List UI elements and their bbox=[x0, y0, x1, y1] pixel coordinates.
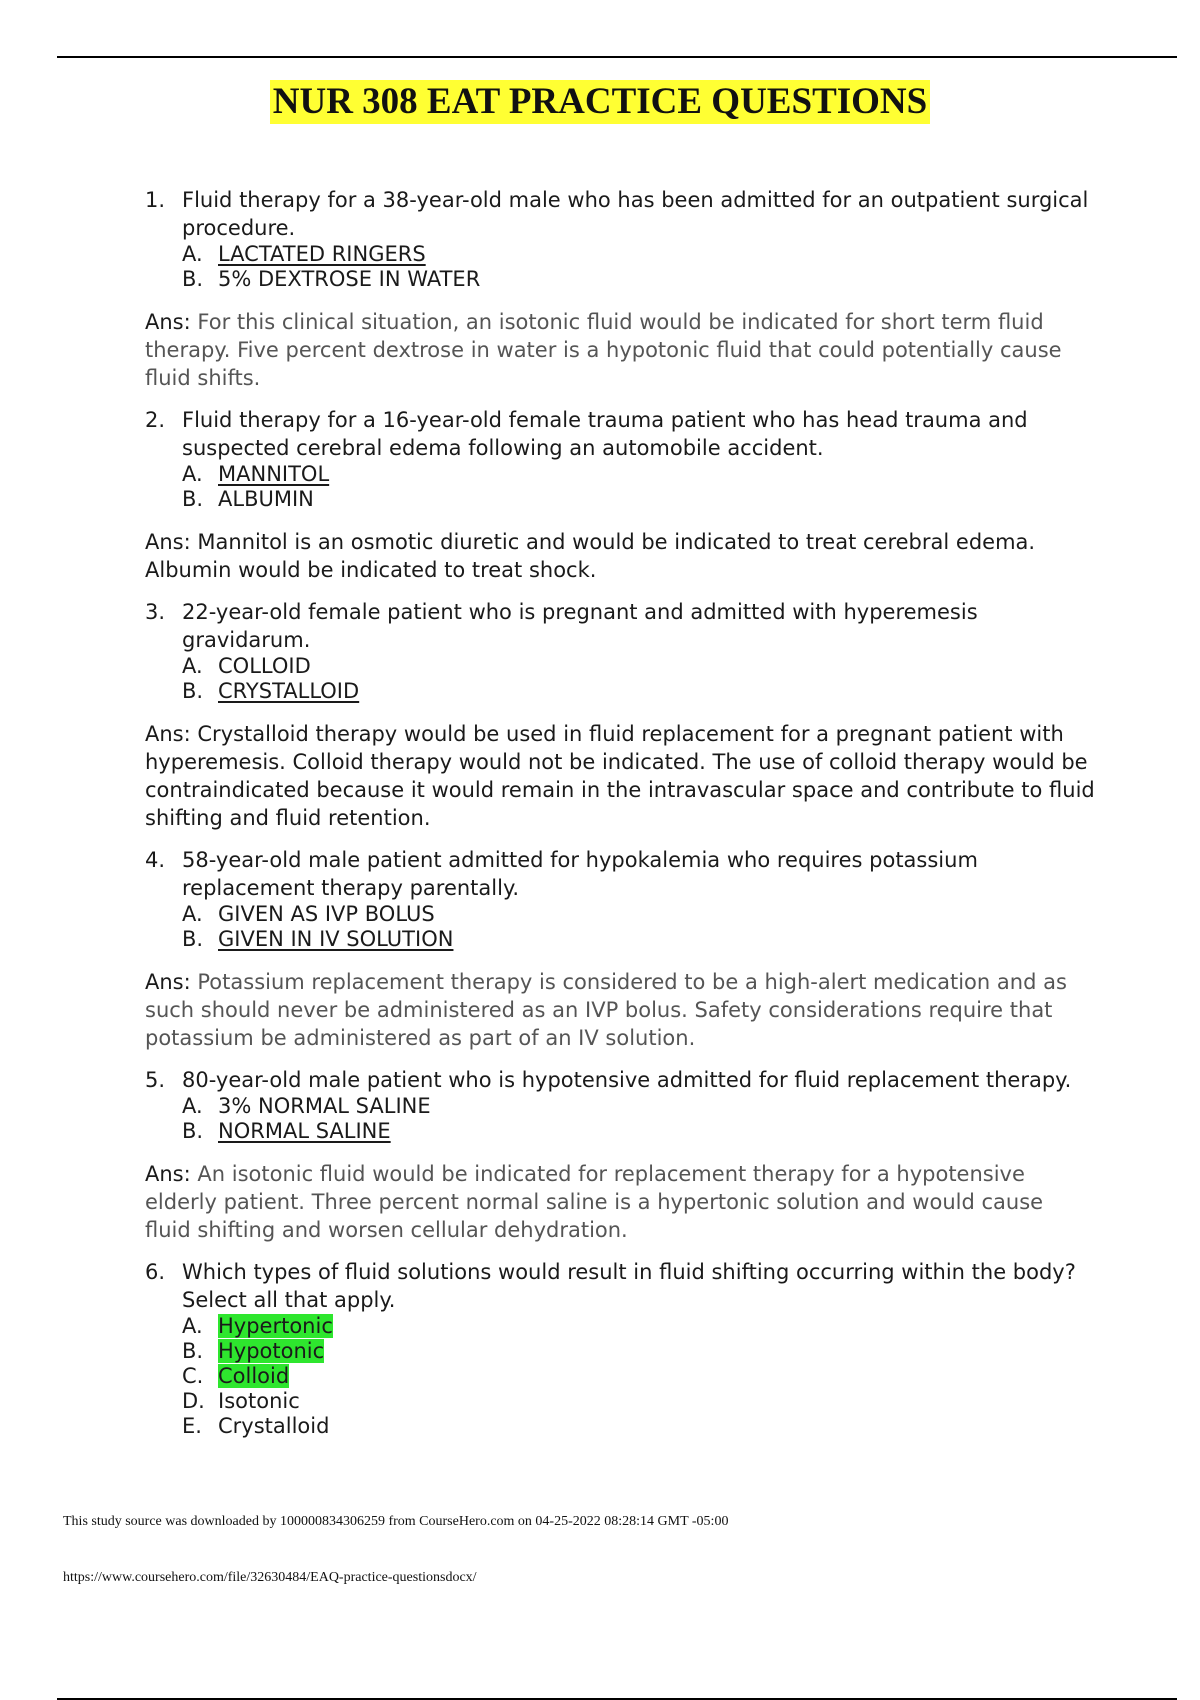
option-b bbox=[182, 679, 1095, 704]
option-a bbox=[182, 242, 1095, 267]
download-source-line: This study source was downloaded by 100000834306259 from CourseHero.com on 04-25-2022 08:28:14 GMT -05:00 bbox=[63, 1514, 729, 1529]
question-text: 58-year-old male patient admitted for hypokalemia who requires potassium replacement therapy parentally. bbox=[182, 848, 978, 900]
option-list bbox=[182, 902, 1095, 952]
top-rule bbox=[57, 56, 1177, 58]
option-text-highlighted: Colloid bbox=[218, 1364, 290, 1388]
question-text: Fluid therapy for a 16-year-old female trauma patient who has head trauma and suspected cerebral edema following an automobile accident. bbox=[182, 408, 1028, 460]
option-letter: B. bbox=[182, 679, 204, 703]
question-number: 4. bbox=[145, 848, 166, 872]
option-letter: A. bbox=[182, 242, 203, 266]
title-wrap bbox=[0, 80, 1200, 124]
question-number: 6. bbox=[145, 1260, 166, 1284]
question-number: 2. bbox=[145, 408, 166, 432]
option-letter: A. bbox=[182, 1314, 203, 1338]
option-text: Isotonic bbox=[218, 1389, 300, 1413]
question-text: Fluid therapy for a 38-year-old male who has been admitted for an outpatient surgical procedure. bbox=[182, 188, 1089, 240]
question-5 bbox=[145, 1066, 1095, 1144]
option-list bbox=[182, 242, 1095, 292]
option-a bbox=[182, 654, 1095, 679]
answer-3 bbox=[145, 720, 1095, 832]
page-title: NUR 308 EAT PRACTICE QUESTIONS bbox=[270, 80, 930, 124]
option-letter: B. bbox=[182, 267, 204, 291]
option-text-correct: NORMAL SALINE bbox=[218, 1119, 391, 1143]
option-b bbox=[182, 487, 1095, 512]
option-text-correct: LACTATED RINGERS bbox=[218, 242, 426, 266]
option-text: Crystalloid bbox=[218, 1414, 330, 1438]
answer-5 bbox=[145, 1160, 1095, 1244]
source-url-line: https://www.coursehero.com/file/32630484/EAQ-practice-questionsdocx/ bbox=[63, 1570, 477, 1585]
question-2 bbox=[145, 406, 1095, 512]
question-6 bbox=[145, 1258, 1095, 1439]
option-c bbox=[182, 1364, 1095, 1389]
answer-prefix: Ans: bbox=[145, 1162, 191, 1186]
option-list bbox=[182, 1314, 1095, 1439]
option-letter: A. bbox=[182, 902, 203, 926]
question-3 bbox=[145, 598, 1095, 704]
option-text-highlighted: Hypotonic bbox=[218, 1339, 325, 1363]
option-letter: B. bbox=[182, 487, 204, 511]
option-d bbox=[182, 1389, 1095, 1414]
question-list bbox=[145, 186, 1095, 1439]
question-text: 80-year-old male patient who is hypotensive admitted for fluid replacement therapy. bbox=[182, 1068, 1072, 1092]
question-4 bbox=[145, 846, 1095, 952]
option-b bbox=[182, 1119, 1095, 1144]
option-text-correct: MANNITOL bbox=[218, 462, 330, 486]
question-number: 5. bbox=[145, 1068, 166, 1092]
answer-text: Potassium replacement therapy is considered to be a high-alert medication and as such should never be administered as an IVP bolus. Safety considerations require that potassium be administered as part of an IV solution. bbox=[145, 970, 1067, 1050]
option-letter: A. bbox=[182, 462, 203, 486]
option-b bbox=[182, 267, 1095, 292]
answer-prefix: Ans: bbox=[145, 722, 191, 746]
option-letter: B. bbox=[182, 927, 204, 951]
option-letter: D. bbox=[182, 1389, 205, 1413]
option-letter: A. bbox=[182, 1094, 203, 1118]
option-letter: A. bbox=[182, 654, 203, 678]
answer-text: Mannitol is an osmotic diuretic and would be indicated to treat cerebral edema. Albumin would be indicated to treat shock. bbox=[145, 530, 1036, 582]
answer-4 bbox=[145, 968, 1095, 1052]
option-letter: B. bbox=[182, 1119, 204, 1143]
option-text-correct: GIVEN IN IV SOLUTION bbox=[218, 927, 454, 951]
question-text: 22-year-old female patient who is pregnant and admitted with hyperemesis gravidarum. bbox=[182, 600, 978, 652]
option-list bbox=[182, 462, 1095, 512]
option-text-highlighted: Hypertonic bbox=[218, 1314, 333, 1338]
option-list bbox=[182, 1094, 1095, 1144]
option-a bbox=[182, 1094, 1095, 1119]
option-letter: C. bbox=[182, 1364, 204, 1388]
option-b bbox=[182, 1339, 1095, 1364]
option-a bbox=[182, 902, 1095, 927]
option-b bbox=[182, 927, 1095, 952]
answer-text: For this clinical situation, an isotonic fluid would be indicated for short term fluid therapy. Five percent dextrose in water is a hypotonic fluid that could potentially cause fluid shifts. bbox=[145, 310, 1062, 390]
option-text: ALBUMIN bbox=[218, 487, 314, 511]
answer-text: Crystalloid therapy would be used in fluid replacement for a pregnant patient with hyperemesis. Colloid therapy would not be indicated. The use of colloid therapy would be contraindicated because it would remain in the intravascular space and contribute to fluid shifting and fluid retention. bbox=[145, 722, 1095, 830]
option-letter: E. bbox=[182, 1414, 202, 1438]
question-number: 3. bbox=[145, 600, 166, 624]
option-e bbox=[182, 1414, 1095, 1439]
option-a bbox=[182, 1314, 1095, 1339]
question-1 bbox=[145, 186, 1095, 292]
option-a bbox=[182, 462, 1095, 487]
question-number: 1. bbox=[145, 188, 166, 212]
option-text: GIVEN AS IVP BOLUS bbox=[218, 902, 435, 926]
option-letter: B. bbox=[182, 1339, 204, 1363]
answer-1 bbox=[145, 308, 1095, 392]
answer-prefix: Ans: bbox=[145, 310, 191, 334]
answer-2 bbox=[145, 528, 1095, 584]
option-text: COLLOID bbox=[218, 654, 311, 678]
option-text: 3% NORMAL SALINE bbox=[218, 1094, 431, 1118]
option-text-correct: CRYSTALLOID bbox=[218, 679, 360, 703]
answer-prefix: Ans: bbox=[145, 970, 191, 994]
question-text: Which types of fluid solutions would result in fluid shifting occurring within the body? Select all that apply. bbox=[182, 1260, 1076, 1312]
option-list bbox=[182, 654, 1095, 704]
option-text: 5% DEXTROSE IN WATER bbox=[218, 267, 481, 291]
answer-prefix: Ans: bbox=[145, 530, 191, 554]
answer-text: An isotonic fluid would be indicated for replacement therapy for a hypotensive elderly patient. Three percent normal saline is a hypertonic solution and would cause fluid shifting and worsen cellular dehydration. bbox=[145, 1162, 1044, 1242]
